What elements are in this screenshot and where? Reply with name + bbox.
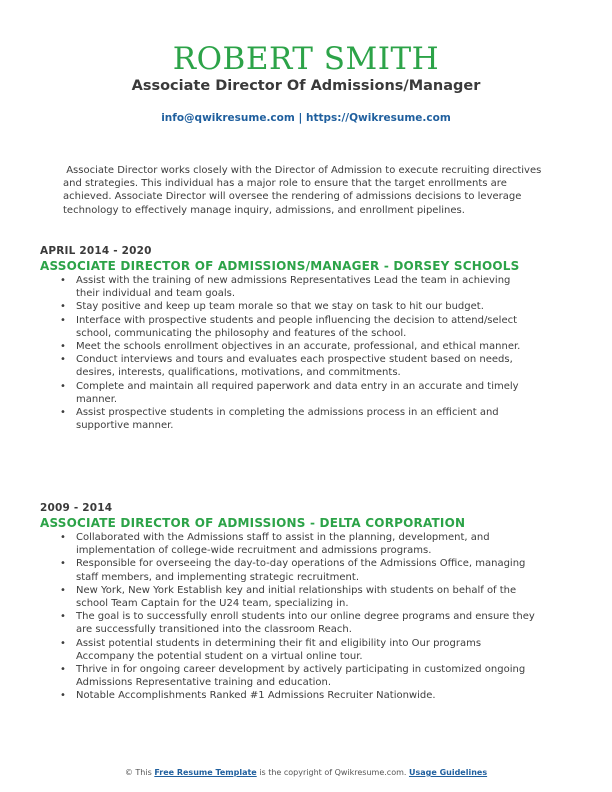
summary-paragraph: Associate Director works closely with the Director of Admission to execute recruiting directives and strategies. This individual has a major role to ensure that the target enrollments are achieved. Associate Director will oversee the rendering of admissions decisions to leverage technology to effectively manage inquiry, admissions, and enrollment pipelines. xyxy=(63,165,545,216)
bullet-item: • Meet the schools enrollment objectives in an accurate, professional, and ethical manner. xyxy=(60,340,536,353)
bullet-item: • Collaborated with the Admissions staff to assist in the planning, development, and implementation of college-wide recruitment and admissions programs. xyxy=(60,531,536,557)
bullet-item: • Assist potential students in determining their fit and eligibility into Our programs Accompany the potential student on a virtual online tour. xyxy=(60,637,536,663)
bullet-item: • Assist prospective students in completing the admissions process in an efficient and supportive manner. xyxy=(60,406,536,432)
bullet-item: • Stay positive and keep up team morale so that we stay on task to hit our budget. xyxy=(60,300,536,313)
bullet-item: • Complete and maintain all required paperwork and data entry in an accurate and timely manner. xyxy=(60,380,536,406)
contact-separator: | xyxy=(298,112,303,124)
experience-dates: APRIL 2014 - 2020 xyxy=(40,245,152,257)
bullet-item: • Conduct interviews and tours and evaluates each prospective student based on needs, desires, interests, qualifications, motivations, and commitments. xyxy=(60,353,536,379)
bullet-item: • Notable Accomplishments Ranked #1 Admissions Recruiter Nationwide. xyxy=(60,689,536,702)
bullet-item: • The goal is to successfully enroll students into our online degree programs and ensure they are successfully transitioned into the classroom Reach. xyxy=(60,610,536,636)
footer-prefix: © This xyxy=(124,768,152,777)
candidate-title: Associate Director Of Admissions/Manager xyxy=(131,78,481,94)
experience-role: ASSOCIATE DIRECTOR OF ADMISSIONS - DELTA CORPORATION xyxy=(40,516,466,530)
footer-middle: is the copyright of Qwikresume.com. xyxy=(259,768,407,777)
experience-role: ASSOCIATE DIRECTOR OF ADMISSIONS/MANAGER - DORSEY SCHOOLS xyxy=(40,259,520,273)
email-link[interactable]: info@qwikresume.com xyxy=(161,112,295,124)
bullet-item: • Assist with the training of new admissions Representatives Lead the team in achieving their individual and team goals. xyxy=(60,274,536,300)
experience-bullets xyxy=(60,274,580,432)
bullet-item: • Interface with prospective students and people influencing the decision to attend/select school, communicating the philosophy and features of the school. xyxy=(60,314,536,340)
usage-guidelines-link[interactable]: Usage Guidelines xyxy=(408,768,488,777)
bullet-item: • Thrive in for ongoing career development by actively participating in customized ongoing Admissions Representative training and education. xyxy=(60,663,536,689)
experience-entry xyxy=(40,501,580,703)
experience-entry xyxy=(40,244,580,432)
candidate-name: ROBERT SMITH xyxy=(172,41,440,77)
experience-dates: 2009 - 2014 xyxy=(40,502,113,514)
footer xyxy=(0,767,612,778)
bullet-item: • Responsible for overseeing the day-to-day operations of the Admissions Office, managing staff members, and implementing strategic recruitment. xyxy=(60,557,536,583)
bullet-item: • New York, New York Establish key and initial relationships with students on behalf of the school Team Captain for the U24 team, specializing in. xyxy=(60,584,536,610)
experience-bullets xyxy=(60,531,580,703)
free-resume-template-link[interactable]: Free Resume Template xyxy=(154,768,257,777)
website-link[interactable]: https://Qwikresume.com xyxy=(305,112,451,124)
contact-line xyxy=(0,111,612,125)
